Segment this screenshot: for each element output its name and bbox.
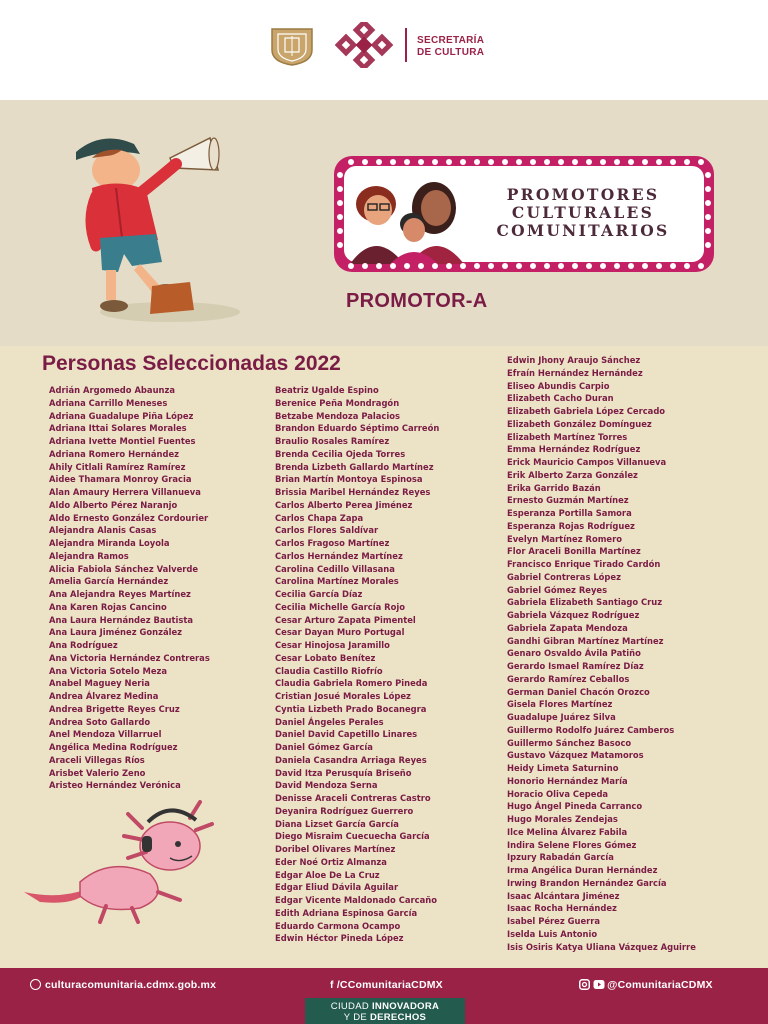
marquee-bulb	[656, 263, 662, 269]
marquee-bulb	[337, 242, 343, 248]
cdmx-shield-icon	[268, 26, 316, 66]
name-list-item: Brandon Eduardo Séptimo Carreón	[275, 423, 440, 434]
marquee-bulb	[586, 159, 592, 165]
name-list-item: Brenda Lizbeth Gallardo Martínez	[275, 461, 434, 472]
header	[0, 0, 768, 100]
marquee-bulb	[432, 159, 438, 165]
marquee-bulb	[558, 159, 564, 165]
axolotl-illustration	[20, 796, 216, 926]
marquee-bulb	[530, 159, 536, 165]
name-list-item: Gandhi Gibran Martínez Martínez	[507, 635, 664, 646]
name-list-item: Andrea Álvarez Medina	[49, 691, 159, 701]
name-list-item: Elizabeth Martínez Torres	[507, 431, 628, 442]
name-list-item: Irwing Brandon Hernández García	[507, 877, 667, 888]
name-list-item: Carlos Flores Saldívar	[275, 525, 379, 536]
name-list-item: Cesar Lobato Benítez	[275, 652, 376, 663]
name-list-item: Adrián Argomedo Abaunza	[49, 385, 176, 395]
marquee-bulb	[656, 159, 662, 165]
marquee-bulb	[460, 263, 466, 269]
name-list-item: Denisse Araceli Contreras Castro	[275, 793, 431, 803]
name-list-item: Gabriela Vázquez Rodríguez	[507, 610, 640, 620]
name-list-item: Edgar Aloe De La Cruz	[275, 869, 380, 880]
name-list-item: Anel Mendoza Villarruel	[49, 729, 162, 740]
marquee-bulb	[460, 159, 466, 165]
name-list-item: Aidee Thamara Monroy Gracia	[49, 474, 192, 485]
marquee-bulb	[600, 263, 606, 269]
name-list-item: Braulio Rosales Ramírez	[275, 436, 390, 446]
marquee-bulb	[614, 159, 620, 165]
globe-icon	[30, 979, 41, 990]
name-list-item: Doribel Olivares Martínez	[275, 844, 396, 854]
facebook-link[interactable]	[330, 979, 443, 991]
marquee-bulb	[418, 159, 424, 165]
name-list-item: Cyntia Lizbeth Prado Bocanegra	[275, 703, 427, 714]
marquee-bulb	[488, 263, 494, 269]
name-list-item: Ana Karen Rojas Cancino	[49, 601, 167, 612]
cdmx-slogan-badge	[305, 998, 465, 1024]
marquee-bulb	[337, 172, 343, 178]
name-list-item: Alejandra Ramos	[49, 550, 129, 561]
marquee-bulb	[337, 200, 343, 206]
marquee-bulb	[446, 159, 452, 165]
name-list-item: Gerardo Ramírez Ceballos	[507, 673, 630, 684]
program-title-line2: CULTURALES	[511, 203, 655, 222]
name-list-item: Carlos Alberto Perea Jiménez	[275, 499, 413, 510]
marquee-bulb	[516, 159, 522, 165]
name-list-item: Emma Hernández Rodríguez	[507, 444, 641, 455]
name-list-item: Gisela Flores Martínez	[507, 699, 613, 710]
secretaria-cultura-icon	[334, 22, 394, 68]
name-list-item: Hugo Morales Zendejas	[507, 814, 618, 824]
name-list-item: Aldo Ernesto González Cordourier	[49, 512, 209, 523]
name-list-item: Elizabeth Cacho Duran	[507, 393, 614, 404]
marquee-bulb	[572, 159, 578, 165]
role-heading: PROMOTOR-A	[346, 290, 488, 312]
name-list-item: Brian Martín Montoya Espinosa	[275, 474, 423, 485]
marquee-bulb	[684, 159, 690, 165]
marquee-bulb	[705, 214, 711, 220]
name-list-item: Flor Araceli Bonilla Martínez	[507, 546, 641, 557]
marquee-bulb	[446, 263, 452, 269]
name-list-item: Adriana Romero Hernández	[49, 448, 180, 459]
slogan-line1b: INNOVADORA	[371, 1001, 440, 1012]
name-list-item: Andrea Brigette Reyes Cruz	[49, 703, 180, 714]
name-list-item: Isaac Rocha Hernández	[507, 903, 617, 914]
name-list-item: Aristeo Hernández Verónica	[49, 780, 181, 791]
name-list-item: Iselda Luis Antonio	[507, 928, 598, 939]
marquee-bulb	[362, 159, 368, 165]
name-list-item: Genaro Osvaldo Ávila Patiño	[507, 648, 641, 659]
marquee-bulb	[628, 263, 634, 269]
name-list-item: Anabel Maguey Neria	[49, 678, 150, 689]
marquee-bulb	[586, 263, 592, 269]
marquee-bulb	[628, 159, 634, 165]
name-list-item: Angélica Medina Rodríguez	[49, 742, 178, 752]
marquee-bulb	[362, 263, 368, 269]
marquee-bulb	[502, 159, 508, 165]
name-list-item: Daniel David Capetillo Linares	[275, 729, 418, 740]
marquee-bulb	[698, 263, 704, 269]
name-list-item: Guadalupe Juárez Silva	[507, 712, 616, 722]
name-list-item: Cesar Arturo Zapata Pimentel	[275, 614, 416, 625]
name-list-item: Adriana Ittai Solares Morales	[49, 423, 187, 434]
name-list-item: Efraín Hernández Hernández	[507, 367, 643, 378]
youtube-icon	[593, 979, 605, 990]
marquee-bulb	[516, 263, 522, 269]
name-list-item: Ipzury Rabadán García	[507, 852, 614, 863]
name-list-item: Gabriel Gómez Reyes	[507, 584, 608, 595]
marquee-bulb	[698, 159, 704, 165]
name-list-item: Gabriela Elizabeth Santiago Cruz	[507, 597, 663, 608]
name-list-item: Aldo Alberto Pérez Naranjo	[49, 499, 178, 510]
name-list-item: Edwin Héctor Pineda López	[275, 933, 404, 944]
names-column-2	[275, 384, 439, 945]
name-list-item: Adriana Carrillo Meneses	[49, 397, 168, 408]
marquee-bulb	[474, 159, 480, 165]
marquee-bulb	[670, 159, 676, 165]
marquee-bulb	[705, 200, 711, 206]
name-list-item: David Itza Perusquía Briseño	[275, 767, 412, 778]
name-list-item: Edgar Vicente Maldonado Carcaño	[275, 895, 437, 905]
marquee-bulb	[488, 159, 494, 165]
name-list-item: Eliseo Abundis Carpio	[507, 380, 610, 391]
marquee-bulb	[572, 263, 578, 269]
promoters-group-illustration	[340, 168, 476, 264]
marquee-bulb	[337, 186, 343, 192]
name-list-item: German Daniel Chacón Orozco	[507, 686, 650, 697]
website-link[interactable]	[30, 979, 216, 991]
name-list-item: Indira Selene Flores Gómez	[507, 839, 637, 850]
marquee-bulb	[544, 159, 550, 165]
social-link[interactable]	[579, 979, 713, 991]
name-list-item: Carlos Hernández Martínez	[275, 550, 403, 561]
marquee-bulb	[705, 172, 711, 178]
program-title-line3: COMUNITARIOS	[496, 221, 670, 240]
name-list-item: Ana Alejandra Reyes Martínez	[49, 589, 191, 599]
marquee-bulb	[705, 242, 711, 248]
name-list-item: Ernesto Guzmán Martínez	[507, 495, 629, 506]
name-list-item: Carolina Cedillo Villasana	[275, 563, 395, 574]
name-list-item: Isis Osiris Katya Uliana Vázquez Aguirre	[507, 941, 696, 952]
name-list-item: Ahily Citlali Ramírez Ramírez	[49, 461, 186, 472]
name-list-item: Daniel Gómez García	[275, 742, 373, 752]
name-list-item: Guillermo Sánchez Basoco	[507, 737, 632, 748]
name-list-item: Alicia Fabiola Sánchez Valverde	[49, 563, 199, 574]
name-list-item: Erik Alberto Zarza González	[507, 469, 638, 480]
marquee-bulb	[558, 263, 564, 269]
name-list-item: Esperanza Portilla Samora	[507, 508, 632, 518]
name-list-item: Brenda Cecilia Ojeda Torres	[275, 448, 406, 459]
marquee-bulb	[432, 263, 438, 269]
marquee-bulb	[390, 263, 396, 269]
name-list-item: Ana Laura Hernández Bautista	[49, 614, 194, 625]
name-list-item: Ana Rodríguez	[49, 640, 118, 650]
marquee-bulb	[376, 159, 382, 165]
name-list-item: Esperanza Rojas Rodríguez	[507, 520, 635, 531]
marquee-bulb	[404, 263, 410, 269]
name-list-item: Andrea Soto Gallardo	[49, 716, 151, 727]
name-list-item: Edith Adriana Espinosa García	[275, 907, 418, 918]
name-list-item: Adriana Guadalupe Piña López	[49, 410, 194, 421]
name-list-item: Irma Angélica Duran Hernández	[507, 865, 658, 875]
name-list-item: Gerardo Ismael Ramírez Díaz	[507, 661, 644, 671]
name-list-item: Brissia Maribel Hernández Reyes	[275, 487, 431, 497]
name-list-item: Isabel Pérez Guerra	[507, 916, 601, 926]
name-list-item: Gabriel Contreras López	[507, 571, 621, 582]
marquee-bulb	[705, 228, 711, 234]
name-list-item: Alejandra Alanis Casas	[49, 525, 157, 536]
org-name-line1: SECRETARÍA	[417, 35, 485, 46]
name-list-item: Isaac Alcántara Jiménez	[507, 890, 620, 901]
name-list-item: Amelia García Hernández	[49, 576, 169, 587]
name-list-item: Evelyn Martínez Romero	[507, 533, 622, 544]
names-column-1	[49, 384, 210, 792]
marquee-bulb	[670, 263, 676, 269]
name-list-item: Hugo Ángel Pineda Carranco	[507, 801, 643, 812]
name-list-item: Arisbet Valerio Zeno	[49, 767, 146, 778]
org-name	[417, 35, 484, 59]
facebook-label: f /CComunitariaCDMX	[330, 979, 443, 991]
marquee-bulb	[376, 263, 382, 269]
marquee-bulb	[600, 159, 606, 165]
marquee-bulb	[337, 228, 343, 234]
name-list-item: Heidy Limeta Saturnino	[507, 763, 619, 773]
slogan-line2a: Y DE	[343, 1012, 370, 1023]
name-list-item: Daniela Casandra Arriaga Reyes	[275, 754, 427, 765]
marquee-bulb	[642, 159, 648, 165]
name-list-item: Ana Victoria Hernández Contreras	[49, 652, 210, 663]
name-list-item: Deyanira Rodríguez Guerrero	[275, 805, 414, 816]
name-list-item: Adriana Ivette Montiel Fuentes	[49, 436, 196, 446]
name-list-item: Francisco Enrique Tirado Cardón	[507, 559, 661, 569]
name-list-item: Cesar Hinojosa Jaramillo	[275, 640, 390, 650]
marquee-bulb	[418, 263, 424, 269]
name-list-item: Erick Mauricio Campos Villanueva	[507, 457, 667, 467]
marquee-bulb	[502, 263, 508, 269]
marquee-bulb	[474, 263, 480, 269]
marquee-bulb	[348, 263, 354, 269]
slogan-line1a: CIUDAD	[330, 1001, 372, 1012]
name-list-item: Cecilia Michelle García Rojo	[275, 601, 406, 612]
name-list-item: Eder Noé Ortiz Almanza	[275, 856, 387, 867]
name-list-item: Carlos Chapa Zapa	[275, 512, 364, 523]
name-list-item: Daniel Ángeles Perales	[275, 716, 384, 727]
marquee-bulb	[404, 159, 410, 165]
name-list-item: Claudia Gabriela Romero Pineda	[275, 678, 428, 689]
marquee-bulb	[705, 186, 711, 192]
name-list-item: Alejandra Miranda Loyola	[49, 538, 170, 548]
marquee-bulb	[642, 263, 648, 269]
name-list-item: Edgar Eliud Dávila Aguilar	[275, 882, 399, 893]
name-list-item: Guillermo Rodolfo Juárez Camberos	[507, 724, 675, 735]
name-list-item: Edwin Jhony Araujo Sánchez	[507, 355, 641, 365]
name-list-item: Beatriz Ugalde Espino	[275, 385, 379, 395]
names-column-3	[507, 354, 696, 953]
name-list-item: Erika Garrido Bazán	[507, 482, 601, 493]
name-list-item: Claudia Castillo Riofrío	[275, 665, 383, 676]
program-title-line1: PROMOTORES	[506, 185, 660, 204]
name-list-item: Betzabe Mendoza Palacios	[275, 410, 401, 421]
website-label: culturacomunitaria.cdmx.gob.mx	[45, 979, 217, 991]
name-list-item: Ana Victoria Sotelo Meza	[49, 665, 168, 676]
marquee-bulb	[684, 263, 690, 269]
instagram-icon	[579, 979, 590, 990]
name-list-item: Alan Amaury Herrera Villanueva	[49, 487, 201, 497]
name-list-item: Honorio Hernández María	[507, 775, 628, 786]
name-list-item: Gustavo Vázquez Matamoros	[507, 750, 644, 761]
name-list-item: Cristian Josué Morales López	[275, 691, 411, 701]
name-list-item: Diego Misraim Cuecuecha García	[275, 831, 430, 842]
name-list-item: Gabriela Zapata Mendoza	[507, 622, 628, 633]
marquee-bulb	[530, 263, 536, 269]
name-list-item: Berenice Peña Mondragón	[275, 397, 400, 408]
name-list-item: Araceli Villegas Ríos	[49, 754, 145, 765]
marquee-bulb	[348, 159, 354, 165]
name-list-item: Cecilia García Díaz	[275, 589, 363, 599]
instagram-label: @ComunitariaCDMX	[607, 979, 713, 991]
marquee-bulb	[614, 263, 620, 269]
name-list-item: Elizabeth González Domínguez	[507, 418, 652, 429]
org-name-line2: DE CULTURA	[417, 47, 485, 58]
logo-divider	[405, 28, 407, 62]
name-list-item: Elizabeth Gabriela López Cercado	[507, 406, 666, 416]
name-list-item: Ana Laura Jiménez González	[49, 627, 183, 638]
marquee-bulb	[390, 159, 396, 165]
marquee-bulb	[337, 214, 343, 220]
marquee-bulb	[544, 263, 550, 269]
name-list-item: Carolina Martínez Morales	[275, 576, 399, 587]
program-title	[470, 186, 696, 240]
name-list-item: Ilce Melina Álvarez Fabila	[507, 826, 628, 837]
name-list-item: David Mendoza Serna	[275, 780, 378, 791]
name-list-item: Horacio Oliva Cepeda	[507, 788, 609, 799]
name-list-item: Carlos Fragoso Martínez	[275, 538, 390, 548]
name-list-item: Eduardo Carmona Ocampo	[275, 920, 401, 931]
kid-with-megaphone-illustration	[62, 130, 232, 330]
slogan-line2b: DERECHOS	[369, 1012, 427, 1023]
name-list-item: Diana Lizset García García	[275, 818, 399, 829]
name-list-item: Cesar Dayan Muro Portugal	[275, 627, 405, 638]
section-title: Personas Seleccionadas 2022	[42, 352, 341, 375]
